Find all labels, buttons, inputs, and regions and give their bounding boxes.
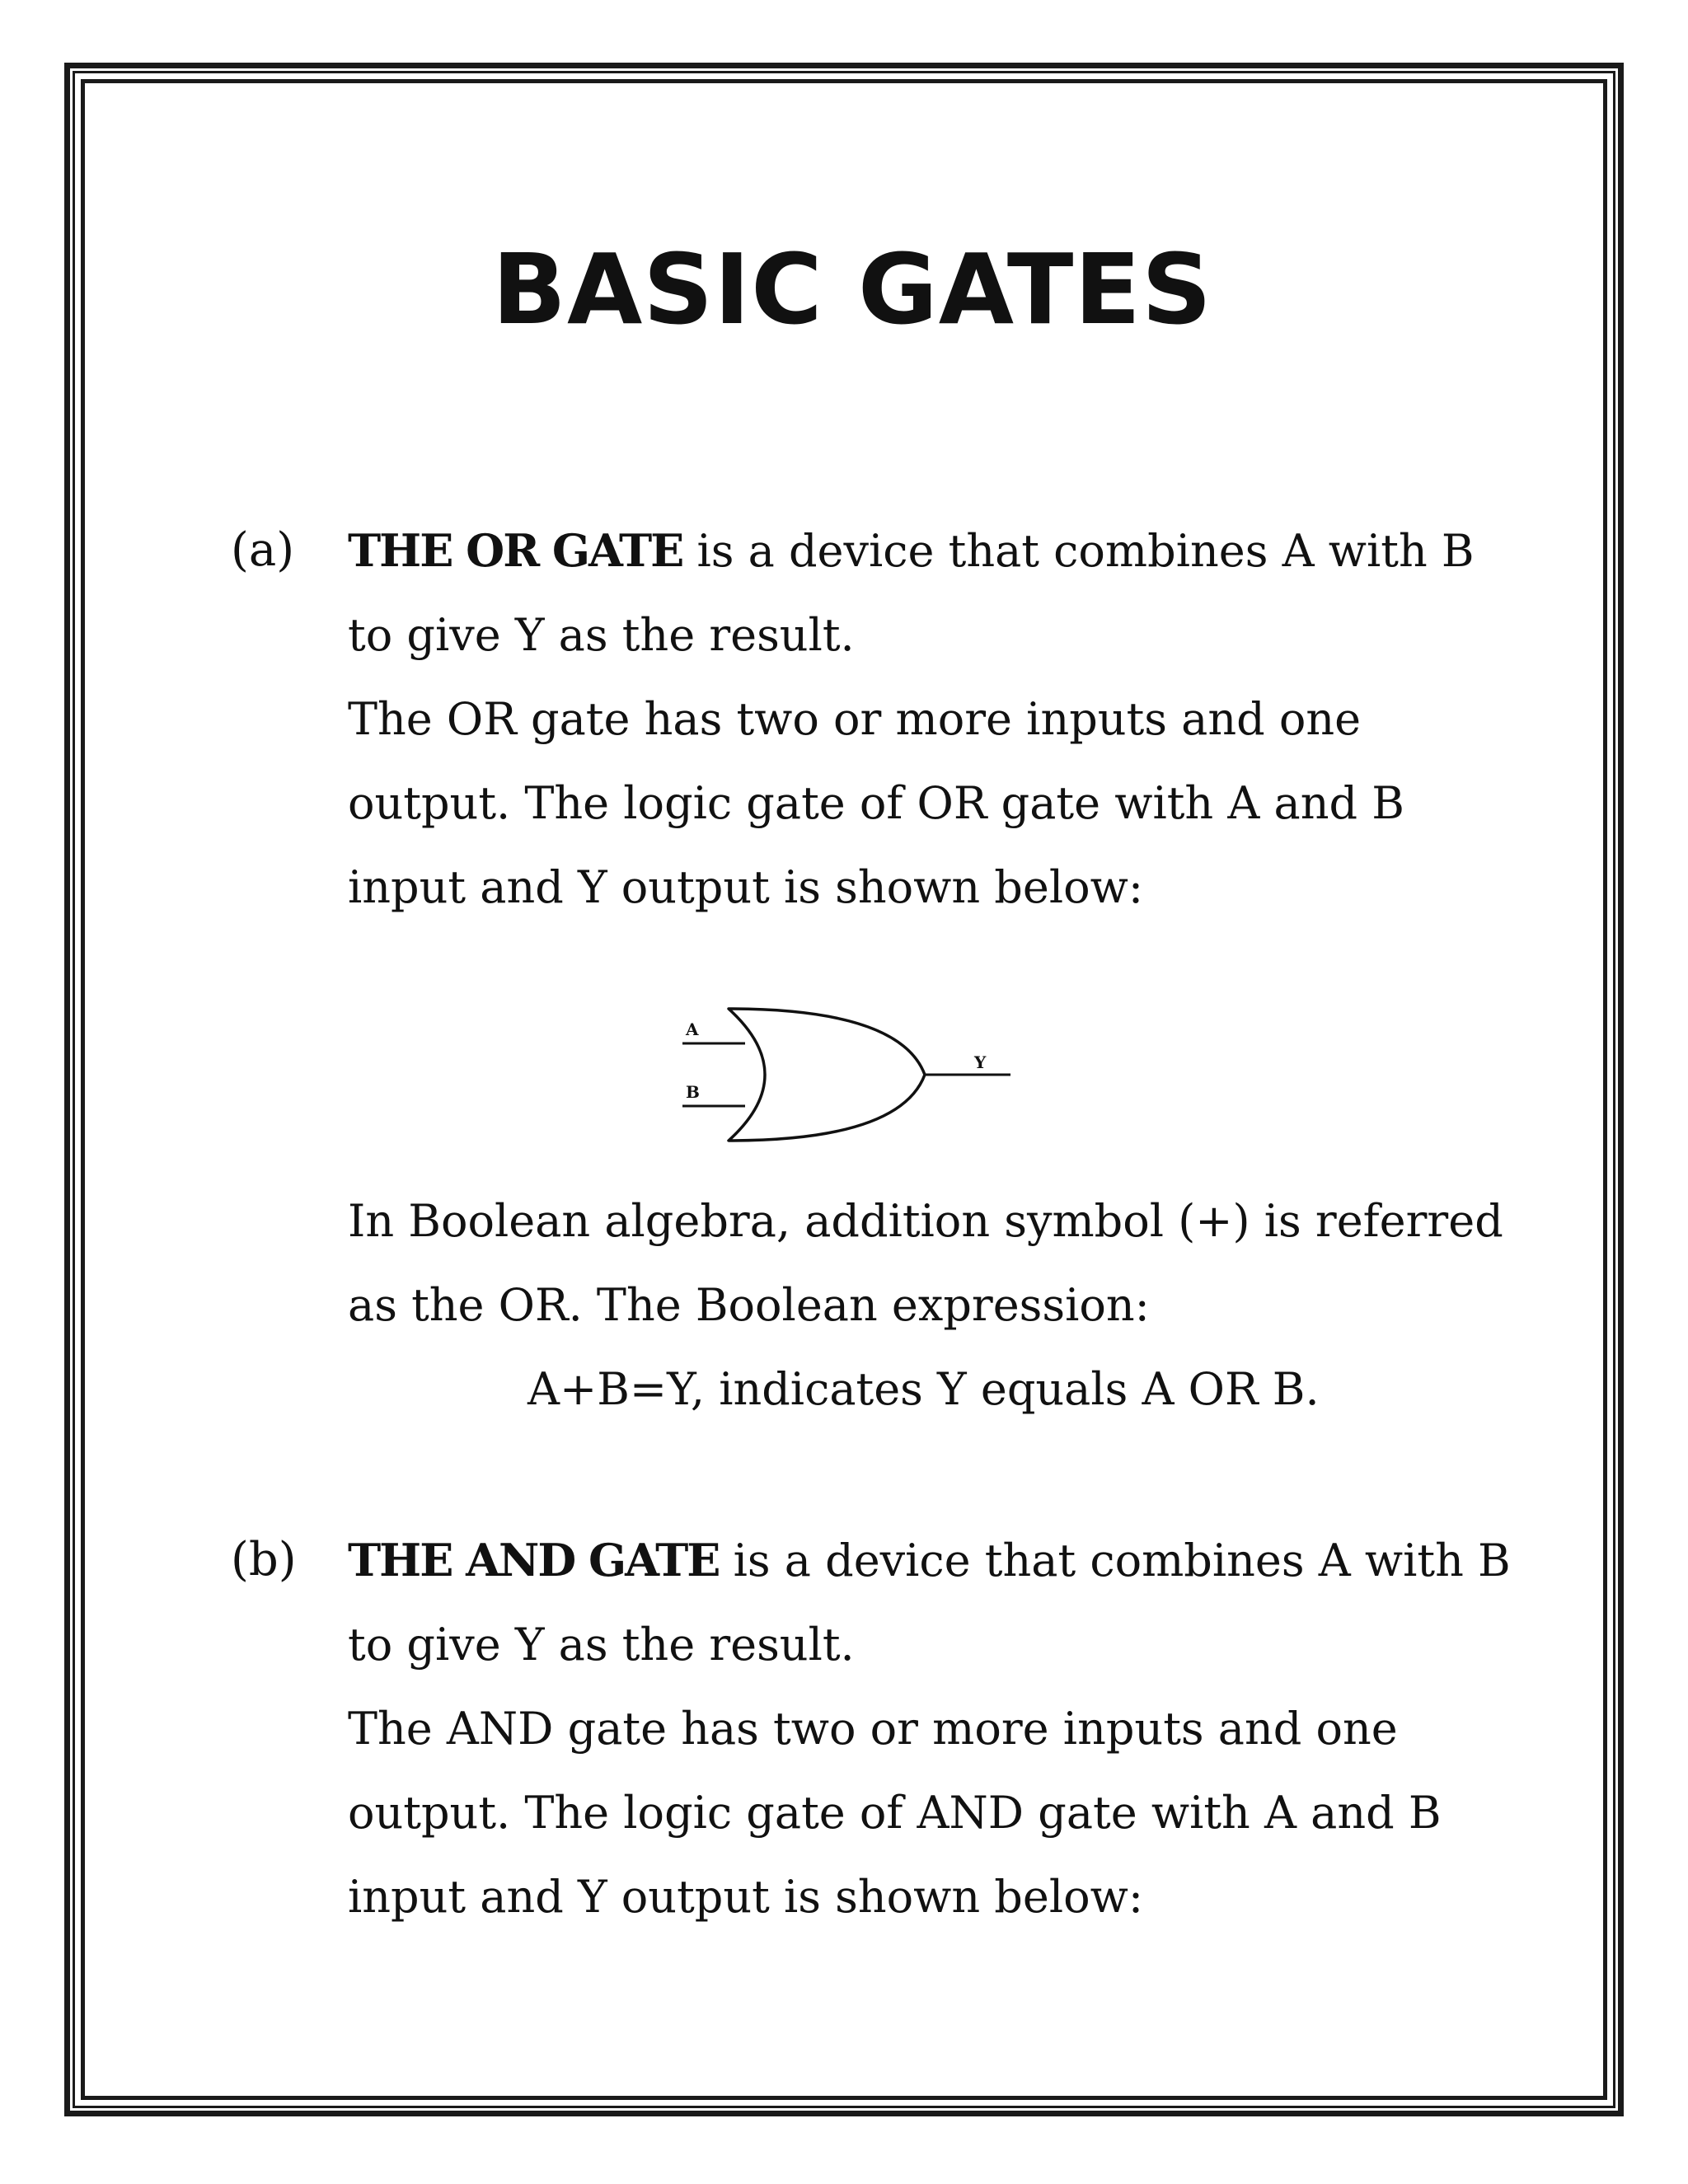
input-b-label: B: [686, 1082, 700, 1102]
text-line: input and Y output is shown below:: [348, 861, 1144, 913]
output-y-label: Y: [974, 1052, 987, 1072]
text-line: The OR gate has two or more inputs and one: [348, 693, 1362, 745]
boolean-expression: A+B=Y, indicates Y equals A OR B.: [528, 1363, 1320, 1415]
section-text: [348, 1518, 1535, 1939]
page-title: BASIC GATES: [492, 232, 1212, 346]
definition-text: is a device that combines A with B: [719, 1535, 1511, 1586]
text-line: output. The logic gate of AND gate with A and B: [348, 1787, 1442, 1839]
or-gate-diagram: [678, 997, 1024, 1146]
text-line: [348, 1518, 1535, 1603]
text-line: to give Y as the result.: [348, 609, 855, 661]
term-or-gate: THE OR GATE: [348, 524, 683, 577]
section-text: [348, 509, 1535, 930]
text-line: In Boolean algebra, addition symbol (+) is referred: [348, 1195, 1503, 1247]
text-line: as the OR. The Boolean expression:: [348, 1279, 1150, 1331]
section-marker: (a): [231, 523, 295, 577]
definition-text: is a device that combines A with B: [682, 525, 1475, 577]
input-a-label: A: [686, 1019, 699, 1039]
section-marker: (b): [231, 1533, 297, 1586]
section-text: [348, 1179, 1535, 1432]
text-line: The AND gate has two or more inputs and one: [348, 1703, 1398, 1755]
text-line: [348, 509, 1535, 593]
or-gate-symbol: [729, 1009, 925, 1141]
text-line: to give Y as the result.: [348, 1619, 855, 1671]
text-line: output. The logic gate of OR gate with A and B: [348, 777, 1404, 829]
text-line: input and Y output is shown below:: [348, 1871, 1144, 1923]
term-and-gate: THE AND GATE: [348, 1534, 720, 1586]
